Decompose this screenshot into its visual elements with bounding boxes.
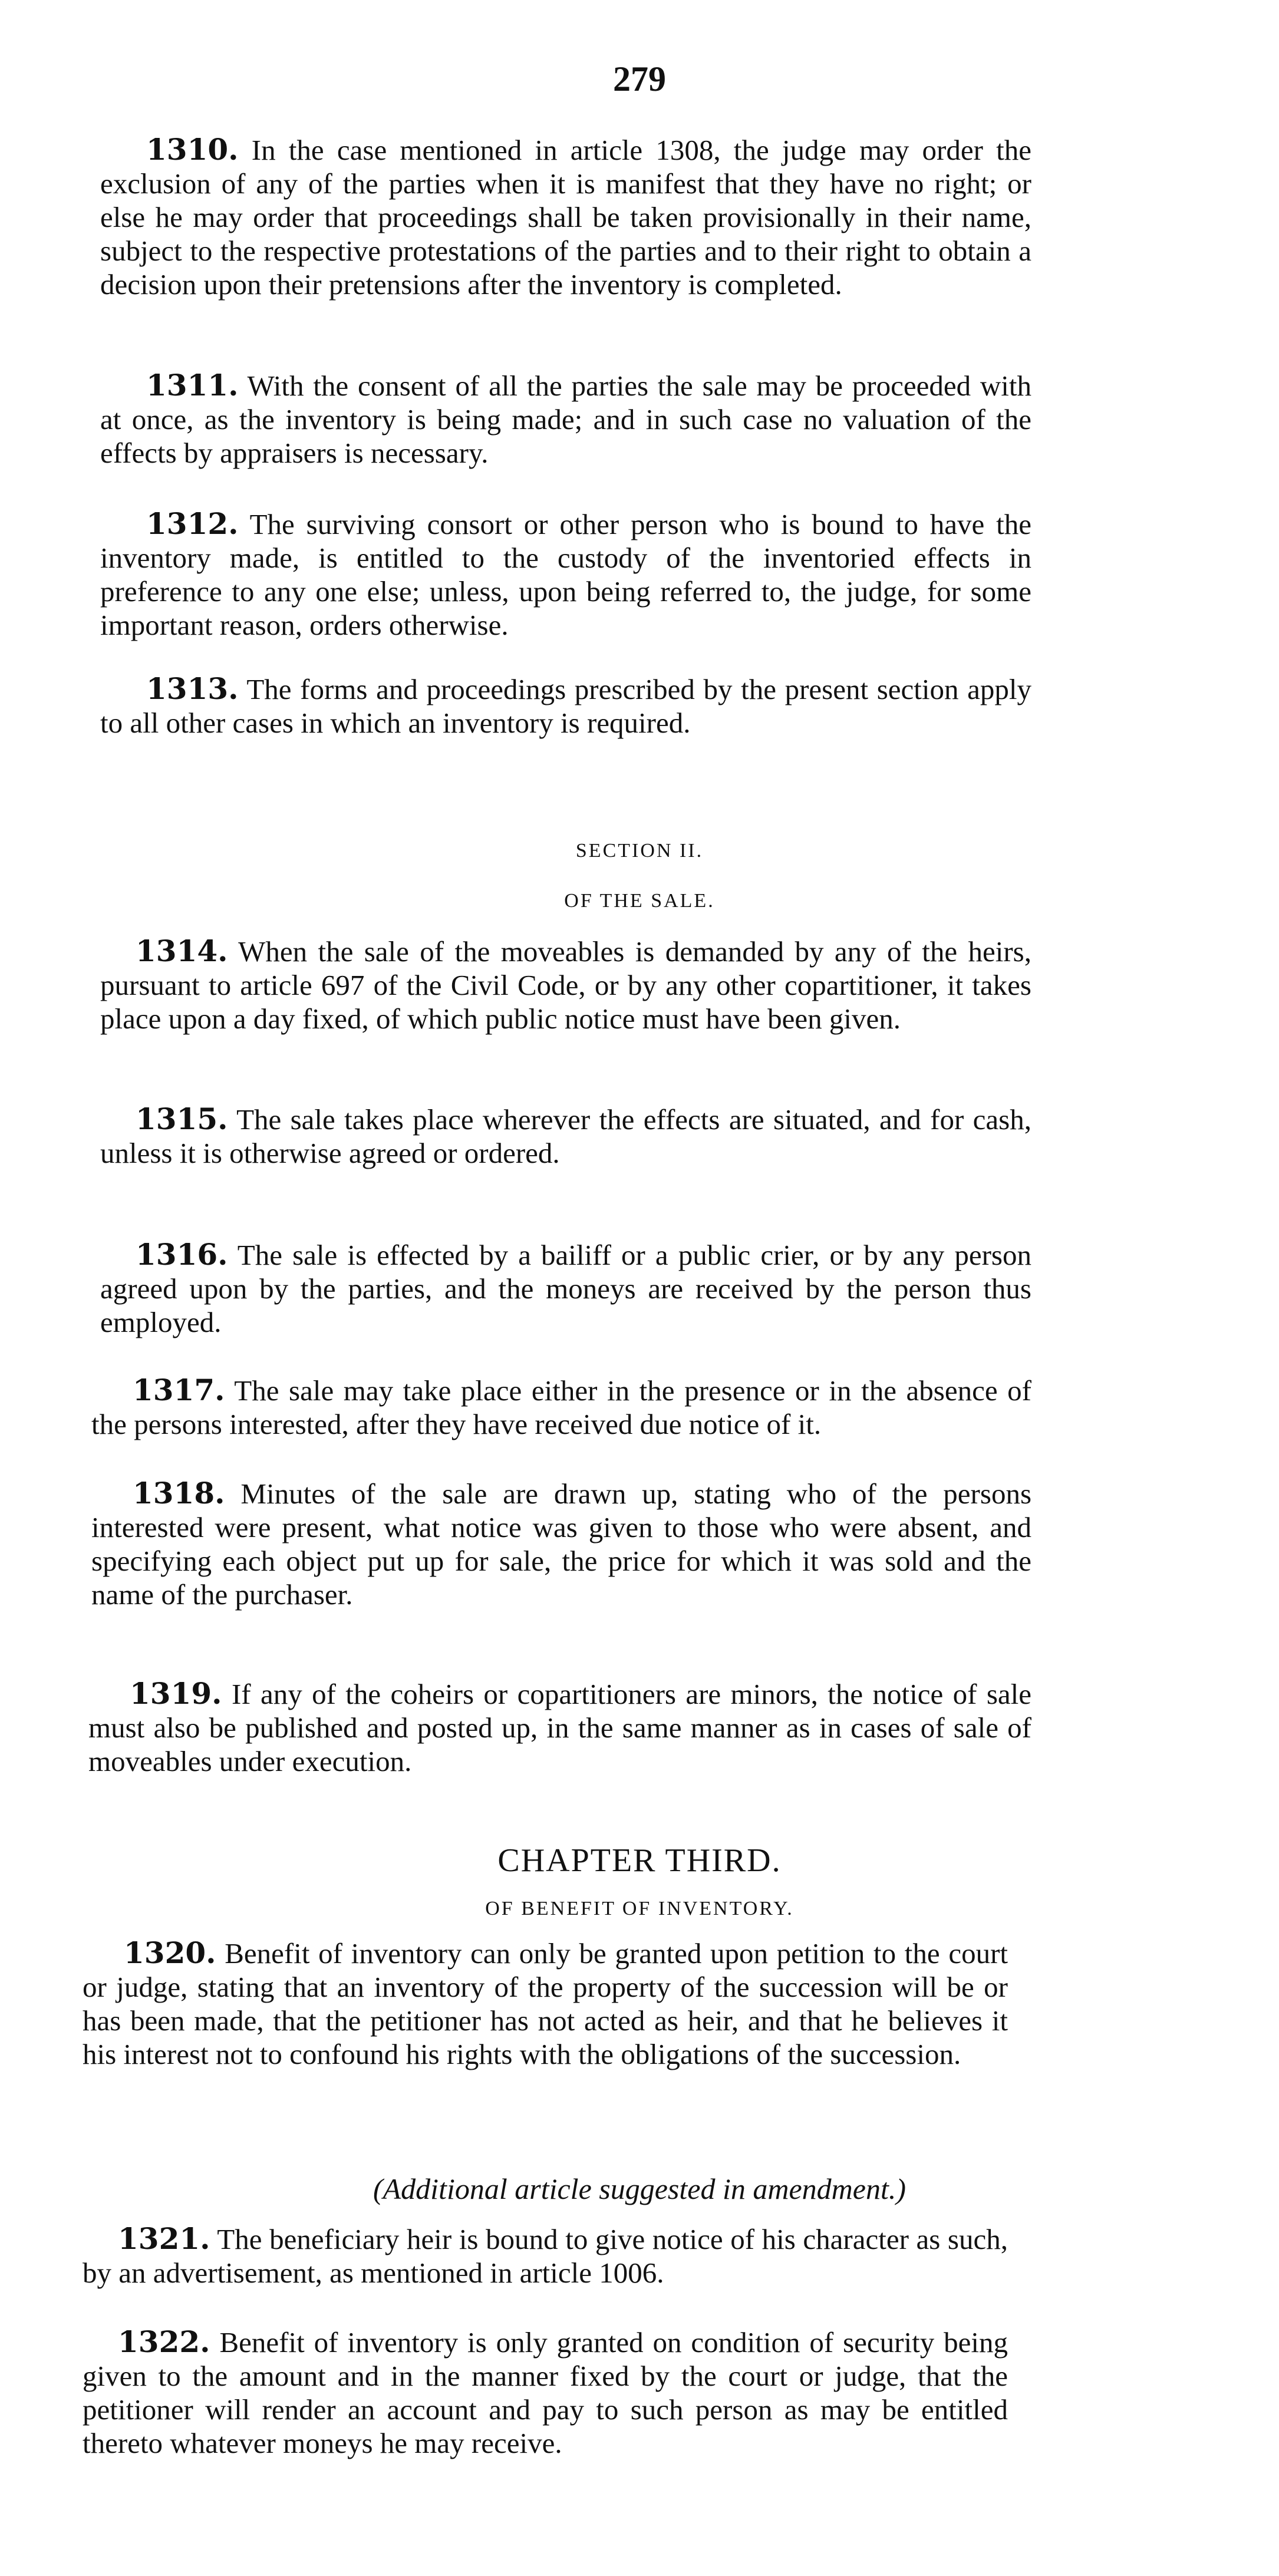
article-1312	[100, 507, 1031, 642]
article-1318	[91, 1476, 1031, 1611]
article-number: 1322.	[118, 2324, 210, 2359]
article-text: When the sale of the moveables is demanded by any of the heirs, pursuant to article 697 of the Civil Code, or by any other copartitioner, it takes place upon a day fixed, of which public notice must have been given.	[100, 935, 1031, 1035]
article-text: The sale takes place wherever the effects are situated, and for cash, unless it is otherwise agreed or ordered.	[100, 1103, 1031, 1169]
article-number: 1315.	[136, 1101, 228, 1136]
article-number: 1320.	[124, 1935, 216, 1970]
article-text: In the case mentioned in article 1308, the judge may order the exclusion of any of the parties when it is manifest that they have no right; or else he may order that proceedings shall be taken provisionally in their name, subject to the respective protestations of the parties and to their right to obtain a decision upon their pretensions after the inventory is completed.	[100, 134, 1032, 301]
article-1317	[91, 1373, 1031, 1441]
section-subheading: OF THE SALE.	[564, 890, 715, 912]
article-1316	[100, 1238, 1031, 1339]
article-1313	[100, 672, 1031, 740]
article-number: 1314.	[136, 934, 228, 968]
article-number: 1313.	[146, 671, 239, 706]
article-number: 1310.	[146, 132, 239, 167]
amendment-note: (Additional article suggested in amendment.)	[373, 2172, 906, 2205]
article-1321	[83, 2222, 1008, 2290]
article-text: If any of the coheirs or copartitioners are minors, the notice of sale must also be published and posted up, in the same manner as in cases of sale of moveables under execution.	[88, 1678, 1031, 1777]
article-1311	[100, 368, 1031, 470]
article-text: Minutes of the sale are drawn up, stating who of the persons interested were present, what notice was given to those who were absent, and specifying each object put up for sale, the price for which it was sold and the name of the purchaser.	[91, 1477, 1032, 1611]
article-1322	[83, 2325, 1008, 2460]
article-text: Benefit of inventory can only be granted upon petition to the court or judge, stating that an inventory of the property of the succession will be or has been made, that the petitioner has not acted as heir, and that he believes it his interest not to confound his rights with the obligations of the succession.	[83, 1937, 1008, 2070]
article-1319	[88, 1677, 1031, 1778]
article-text: The surviving consort or other person who is bound to have the inventory made, is entitled to the custody of the inventoried effects in preference to any one else; unless, upon being referred to, the judge, for some important reason, orders otherwise.	[100, 508, 1031, 641]
article-number: 1319.	[130, 1676, 222, 1711]
article-text: Benefit of inventory is only granted on condition of security being given to the amount and in the manner fixed by the court or judge, that the petitioner will render an account and pay to such person as may be entitled thereto whatever moneys he may receive.	[83, 2326, 1008, 2459]
article-1314	[100, 934, 1031, 1035]
section-heading: SECTION II.	[575, 840, 704, 862]
article-text: With the consent of all the parties the sale may be proceeded with at once, as the inventory is being made; and in such case no valuation of the effects by appraisers is necessary.	[100, 370, 1031, 469]
article-text: The beneficiary heir is bound to give notice of his character as such, by an advertisement, as mentioned in article 1006.	[83, 2223, 1008, 2289]
page-number: 279	[613, 60, 666, 98]
article-1310	[100, 133, 1031, 301]
article-text: The sale may take place either in the presence or in the absence of the persons interested, after they have received due notice of it.	[91, 1374, 1032, 1440]
article-number: 1312.	[146, 506, 239, 541]
article-1315	[100, 1102, 1031, 1170]
article-number: 1316.	[136, 1237, 228, 1272]
article-number: 1311.	[146, 368, 239, 403]
article-text: The forms and proceedings prescribed by the present section apply to all other cases in which an inventory is required.	[100, 673, 1031, 739]
article-number: 1318.	[133, 1476, 225, 1510]
article-1320	[83, 1936, 1008, 2071]
article-number: 1321.	[118, 2221, 210, 2256]
chapter-subheading: OF BENEFIT OF INVENTORY.	[485, 1898, 794, 1919]
article-number: 1317.	[133, 1373, 225, 1407]
chapter-heading: CHAPTER THIRD.	[497, 1842, 782, 1879]
article-text: The sale is effected by a bailiff or a public crier, or by any person agreed upon by the parties, and the moneys are received by the person thus employed.	[100, 1239, 1031, 1338]
